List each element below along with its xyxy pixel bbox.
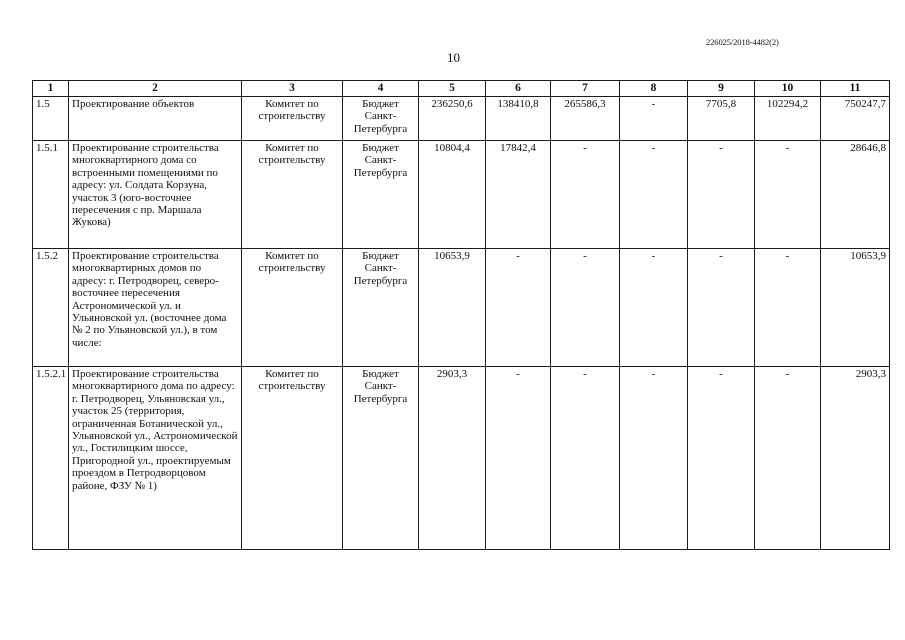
executor-cell: Комитет по строительству: [242, 97, 343, 141]
value-col-9: 7705,8: [688, 97, 755, 141]
value-col-5: 236250,6: [419, 97, 486, 141]
column-header: 3: [242, 81, 343, 97]
item-name: Проектирование строительства многоквартирного дома со встроенными помещениями по адресу: ул. Солдата Корзуна, участок 3 (юго-восточнее пересечения с пр. Маршала Жукова): [69, 141, 242, 249]
value-col-9: -: [688, 141, 755, 249]
value-col-11-total: 10653,9: [821, 249, 890, 367]
table-row: [33, 141, 890, 249]
table-row: [33, 367, 890, 550]
document-number: 226025/2018-4482(2): [706, 37, 779, 47]
budget-table: [32, 80, 890, 550]
value-col-9: -: [688, 367, 755, 550]
value-col-7: -: [551, 249, 620, 367]
column-header: 5: [419, 81, 486, 97]
funding-source-cell: Бюджет Санкт-Петербурга: [343, 141, 419, 249]
column-header: 7: [551, 81, 620, 97]
executor-cell: Комитет по строительству: [242, 249, 343, 367]
item-name: Проектирование объектов: [69, 97, 242, 141]
value-col-7: 265586,3: [551, 97, 620, 141]
table-header-row: [33, 81, 890, 97]
value-col-8: -: [620, 367, 688, 550]
column-header: 4: [343, 81, 419, 97]
column-header: 2: [69, 81, 242, 97]
value-col-8: -: [620, 97, 688, 141]
value-col-11-total: 750247,7: [821, 97, 890, 141]
column-header: 9: [688, 81, 755, 97]
column-header: 1: [33, 81, 69, 97]
value-col-6: -: [486, 367, 551, 550]
item-name: Проектирование строительства многоквартирного дома по адресу: г. Петродворец, Ульяновская ул., участок 25 (территория, ограниченная Ботанической ул., Ульяновской ул., Астрономической ул., Гостилицким шоссе, Пригородной ул., проектируемым проездом в Петродворцовом районе, ФЗУ № 1): [69, 367, 242, 550]
item-number: 1.5.2.1: [33, 367, 69, 550]
funding-source-cell: Бюджет Санкт-Петербурга: [343, 249, 419, 367]
value-col-10: -: [755, 249, 821, 367]
funding-source-cell: Бюджет Санкт-Петербурга: [343, 367, 419, 550]
value-col-5: 10653,9: [419, 249, 486, 367]
value-col-5: 2903,3: [419, 367, 486, 550]
page-number: 10: [447, 50, 460, 65]
executor-cell: Комитет по строительству: [242, 367, 343, 550]
value-col-10: -: [755, 141, 821, 249]
table-row: [33, 97, 890, 141]
column-header: 6: [486, 81, 551, 97]
value-col-6: 17842,4: [486, 141, 551, 249]
column-header: 10: [755, 81, 821, 97]
value-col-6: -: [486, 249, 551, 367]
value-col-10: 102294,2: [755, 97, 821, 141]
value-col-8: -: [620, 249, 688, 367]
value-col-7: -: [551, 367, 620, 550]
value-col-11-total: 28646,8: [821, 141, 890, 249]
item-number: 1.5.2: [33, 249, 69, 367]
value-col-5: 10804,4: [419, 141, 486, 249]
executor-cell: Комитет по строительству: [242, 141, 343, 249]
funding-source-cell: Бюджет Санкт-Петербурга: [343, 97, 419, 141]
item-number: 1.5: [33, 97, 69, 141]
table-row: [33, 249, 890, 367]
item-number: 1.5.1: [33, 141, 69, 249]
value-col-8: -: [620, 141, 688, 249]
value-col-6: 138410,8: [486, 97, 551, 141]
column-header: 8: [620, 81, 688, 97]
value-col-11-total: 2903,3: [821, 367, 890, 550]
column-header: 11: [821, 81, 890, 97]
value-col-10: -: [755, 367, 821, 550]
item-name: Проектирование строительства многоквартирных домов по адресу: г. Петродворец, северо-восточнее пересечения Астрономической ул. и Ульяновской ул. (восточнее дома № 2 по Ульяновской ул.), в том числе:: [69, 249, 242, 367]
value-col-7: -: [551, 141, 620, 249]
value-col-9: -: [688, 249, 755, 367]
